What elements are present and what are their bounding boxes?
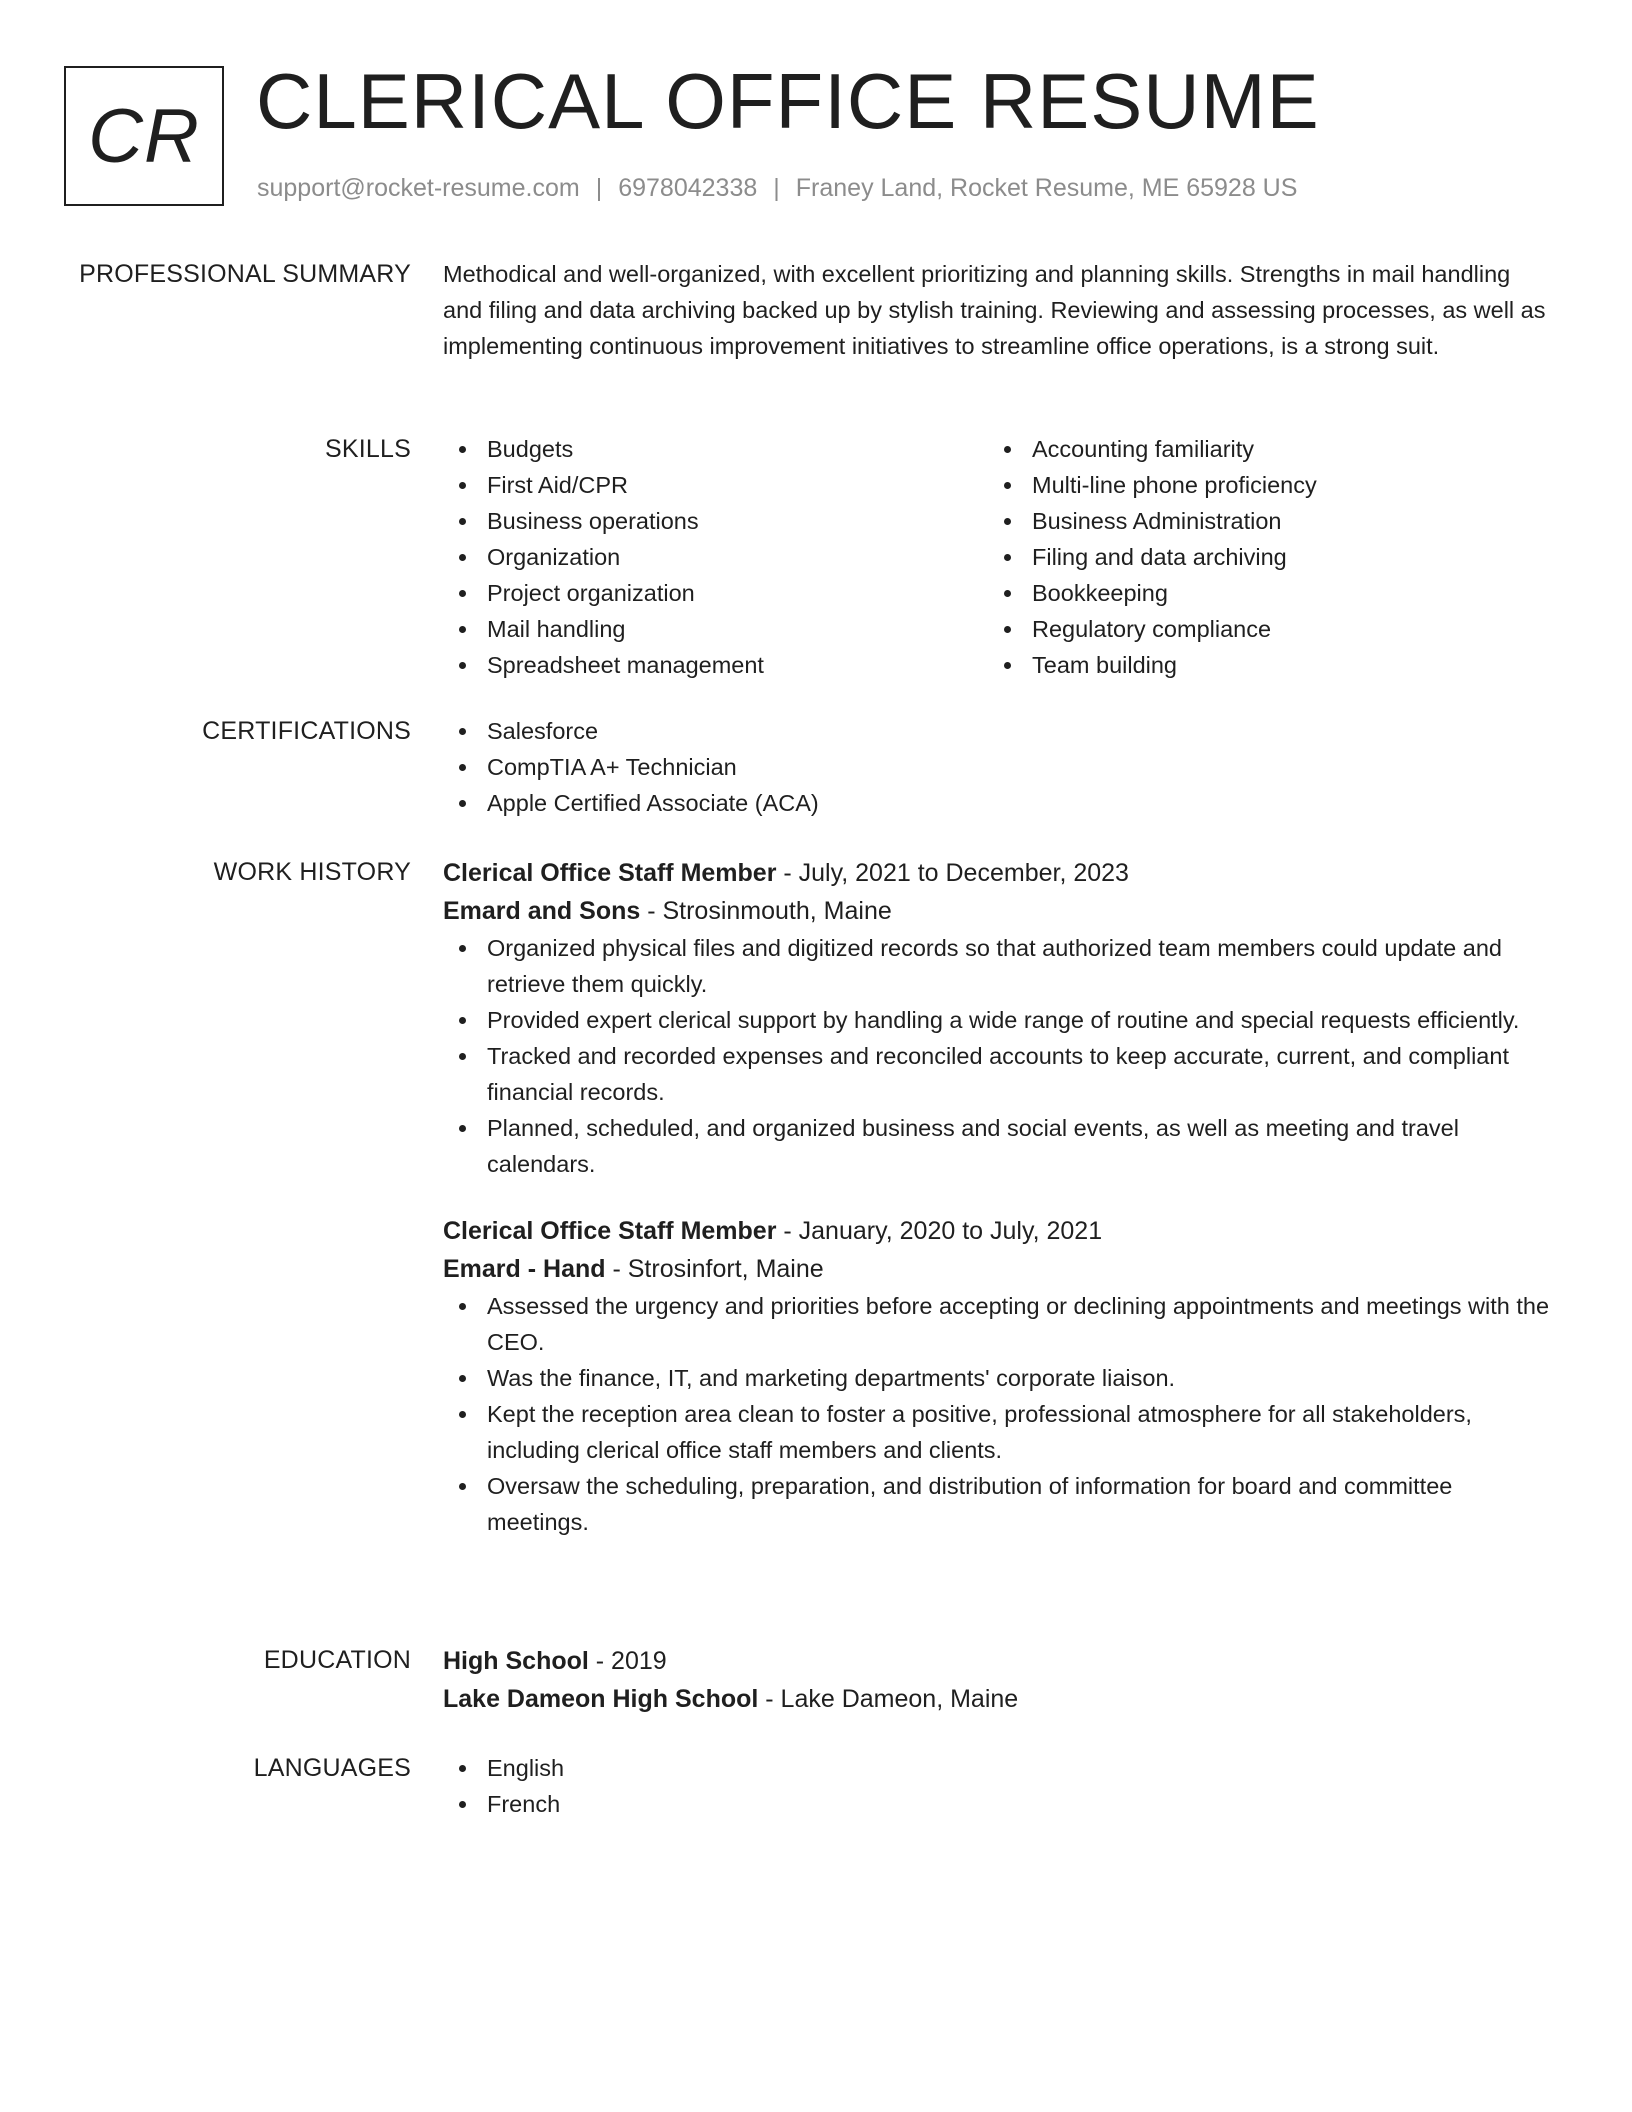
education-location: - Lake Dameon, Maine (758, 1685, 1019, 1713)
job-duty-text: Tracked and recorded expenses and reconciled accounts to keep accurate, current, and compliant financial records. (487, 1043, 1509, 1105)
bullet-dot (459, 1303, 466, 1310)
bullet-dot (459, 554, 466, 561)
language-item (443, 1786, 1553, 1822)
certifications-list (443, 713, 1553, 821)
skill-label: Regulatory compliance (1032, 616, 1272, 642)
bullet-dot (459, 662, 466, 669)
skills-list-left (443, 431, 988, 683)
skills-grid (443, 431, 1553, 683)
job-dates: - July, 2021 to December, 2023 (776, 859, 1129, 887)
job-duty-text: Oversaw the scheduling, preparation, and distribution of information for board and committee meetings. (487, 1473, 1453, 1535)
job-duty-text: Provided expert clerical support by handling a wide range of routine and special requests efficiently. (487, 1007, 1520, 1033)
bullet-dot (1004, 662, 1011, 669)
skill-label: Spreadsheet management (487, 652, 764, 678)
skill-label: Business Administration (1032, 508, 1282, 534)
skill-item (988, 611, 1533, 647)
summary-body (443, 256, 1553, 364)
job-company: Emard - Hand (443, 1255, 606, 1283)
skills-body (443, 431, 1553, 683)
skill-item (443, 467, 988, 503)
job-duties-list (443, 1288, 1553, 1540)
bullet-dot (459, 482, 466, 489)
languages-list (443, 1750, 1553, 1822)
certification-item (443, 749, 1553, 785)
job-duty-text: Assessed the urgency and priorities before accepting or declining appointments and meetings with the CEO. (487, 1293, 1550, 1355)
job-company-line (443, 1250, 1553, 1288)
skill-label: Accounting familiarity (1032, 436, 1255, 462)
bullet-dot (1004, 482, 1011, 489)
bullet-dot (1004, 626, 1011, 633)
education-body (443, 1642, 1553, 1718)
bullet-dot (459, 1801, 466, 1808)
certifications-heading: CERTIFICATIONS (202, 717, 411, 745)
job-duty-text: Organized physical files and digitized records so that authorized team members could update and retrieve them quickly. (487, 935, 1502, 997)
job-entry (443, 1212, 1553, 1540)
job-duty-text: Was the finance, IT, and marketing departments' corporate liaison. (487, 1365, 1176, 1391)
skill-item (443, 611, 988, 647)
work-history-body (443, 854, 1553, 1540)
certification-item (443, 785, 1553, 821)
job-duty (443, 1038, 1553, 1110)
job-company: Emard and Sons (443, 897, 641, 925)
skill-item (988, 647, 1533, 683)
job-duty (443, 1396, 1553, 1468)
education-degree-line (443, 1642, 1553, 1680)
bullet-dot (459, 728, 466, 735)
certification-label: Apple Certified Associate (ACA) (487, 790, 819, 816)
skill-item (443, 503, 988, 539)
bullet-dot (459, 1483, 466, 1490)
bullet-dot (1004, 446, 1011, 453)
job-dates: - January, 2020 to July, 2021 (776, 1217, 1103, 1245)
job-duty (443, 1002, 1553, 1038)
job-entry (443, 854, 1553, 1182)
bullet-dot (459, 945, 466, 952)
skill-item (443, 539, 988, 575)
skill-item (443, 575, 988, 611)
skill-label: Mail handling (487, 616, 626, 642)
bullet-dot (459, 626, 466, 633)
skill-item (443, 647, 988, 683)
skill-item (988, 539, 1533, 575)
language-label: French (487, 1791, 561, 1817)
job-duty (443, 930, 1553, 1002)
skill-item (988, 431, 1533, 467)
skill-item (988, 575, 1533, 611)
certifications-body (443, 713, 1553, 821)
certification-item (443, 713, 1553, 749)
bullet-dot (1004, 518, 1011, 525)
languages-body (443, 1750, 1553, 1822)
skill-label: Budgets (487, 436, 574, 462)
skill-item (988, 503, 1533, 539)
bullet-dot (459, 1053, 466, 1060)
bullet-dot (459, 764, 466, 771)
contact-separator: | (773, 174, 780, 202)
bullet-dot (459, 1125, 466, 1132)
skill-label: Team building (1032, 652, 1178, 678)
summary-heading: PROFESSIONAL SUMMARY (79, 260, 411, 288)
skill-label: Filing and data archiving (1032, 544, 1287, 570)
bullet-dot (459, 518, 466, 525)
job-title-line (443, 854, 1553, 892)
skill-label: Multi-line phone proficiency (1032, 472, 1317, 498)
job-duty-text: Kept the reception area clean to foster a positive, professional atmosphere for all stakeholders, including clerical office staff members and clients. (487, 1401, 1472, 1463)
job-role: Clerical Office Staff Member (443, 1217, 777, 1245)
job-location: - Strosinmouth, Maine (640, 897, 892, 925)
contact-address: Franey Land, Rocket Resume, ME 65928 US (795, 174, 1298, 202)
skill-item (988, 467, 1533, 503)
education-school: Lake Dameon High School (443, 1685, 759, 1713)
skills-heading: SKILLS (325, 435, 411, 463)
job-duty (443, 1468, 1553, 1540)
bullet-dot (459, 1375, 466, 1382)
job-duty (443, 1360, 1553, 1396)
certification-label: Salesforce (487, 718, 599, 744)
bullet-dot (1004, 554, 1011, 561)
job-duty (443, 1110, 1553, 1182)
bullet-dot (459, 800, 466, 807)
skills-list-right (988, 431, 1533, 683)
certification-label: CompTIA A+ Technician (487, 754, 737, 780)
bullet-dot (1004, 590, 1011, 597)
work-history-heading: WORK HISTORY (213, 858, 411, 886)
skill-label: Project organization (487, 580, 695, 606)
bullet-dot (459, 1765, 466, 1772)
bullet-dot (459, 446, 466, 453)
job-company-line (443, 892, 1553, 930)
job-location: - Strosinfort, Maine (605, 1255, 824, 1283)
language-item (443, 1750, 1553, 1786)
skill-label: Bookkeeping (1032, 580, 1168, 606)
job-duties-list (443, 930, 1553, 1182)
monogram-badge: CR (64, 66, 224, 206)
skill-label: Business operations (487, 508, 699, 534)
skill-label: First Aid/CPR (487, 472, 629, 498)
language-label: English (487, 1755, 565, 1781)
bullet-dot (459, 1017, 466, 1024)
contact-line (257, 172, 1297, 204)
education-degree: High School (443, 1647, 589, 1675)
skill-label: Organization (487, 544, 621, 570)
job-duty-text: Planned, scheduled, and organized business and social events, as well as meeting and travel calendars. (487, 1115, 1459, 1177)
job-title-line (443, 1212, 1553, 1250)
job-duty (443, 1288, 1553, 1360)
education-school-line (443, 1680, 1553, 1718)
education-year: - 2019 (588, 1647, 667, 1675)
summary-text: Methodical and well-organized, with excellent prioritizing and planning skills. Strengths in mail handling and filing and data archiving backed up by stylish training. Reviewing and assessing processes, as well as implementing continuous improvement initiatives to streamline office operations, is a strong suit. (443, 261, 1546, 359)
contact-phone: 6978042338 (618, 174, 758, 202)
job-role: Clerical Office Staff Member (443, 859, 777, 887)
languages-heading: LANGUAGES (253, 1754, 411, 1782)
resume-title: CLERICAL OFFICE RESUME (256, 57, 1320, 145)
contact-separator: | (595, 174, 603, 202)
bullet-dot (459, 590, 466, 597)
bullet-dot (459, 1411, 466, 1418)
contact-email: support@rocket-resume.com (257, 174, 580, 202)
education-heading: EDUCATION (263, 1646, 411, 1674)
skill-item (443, 431, 988, 467)
